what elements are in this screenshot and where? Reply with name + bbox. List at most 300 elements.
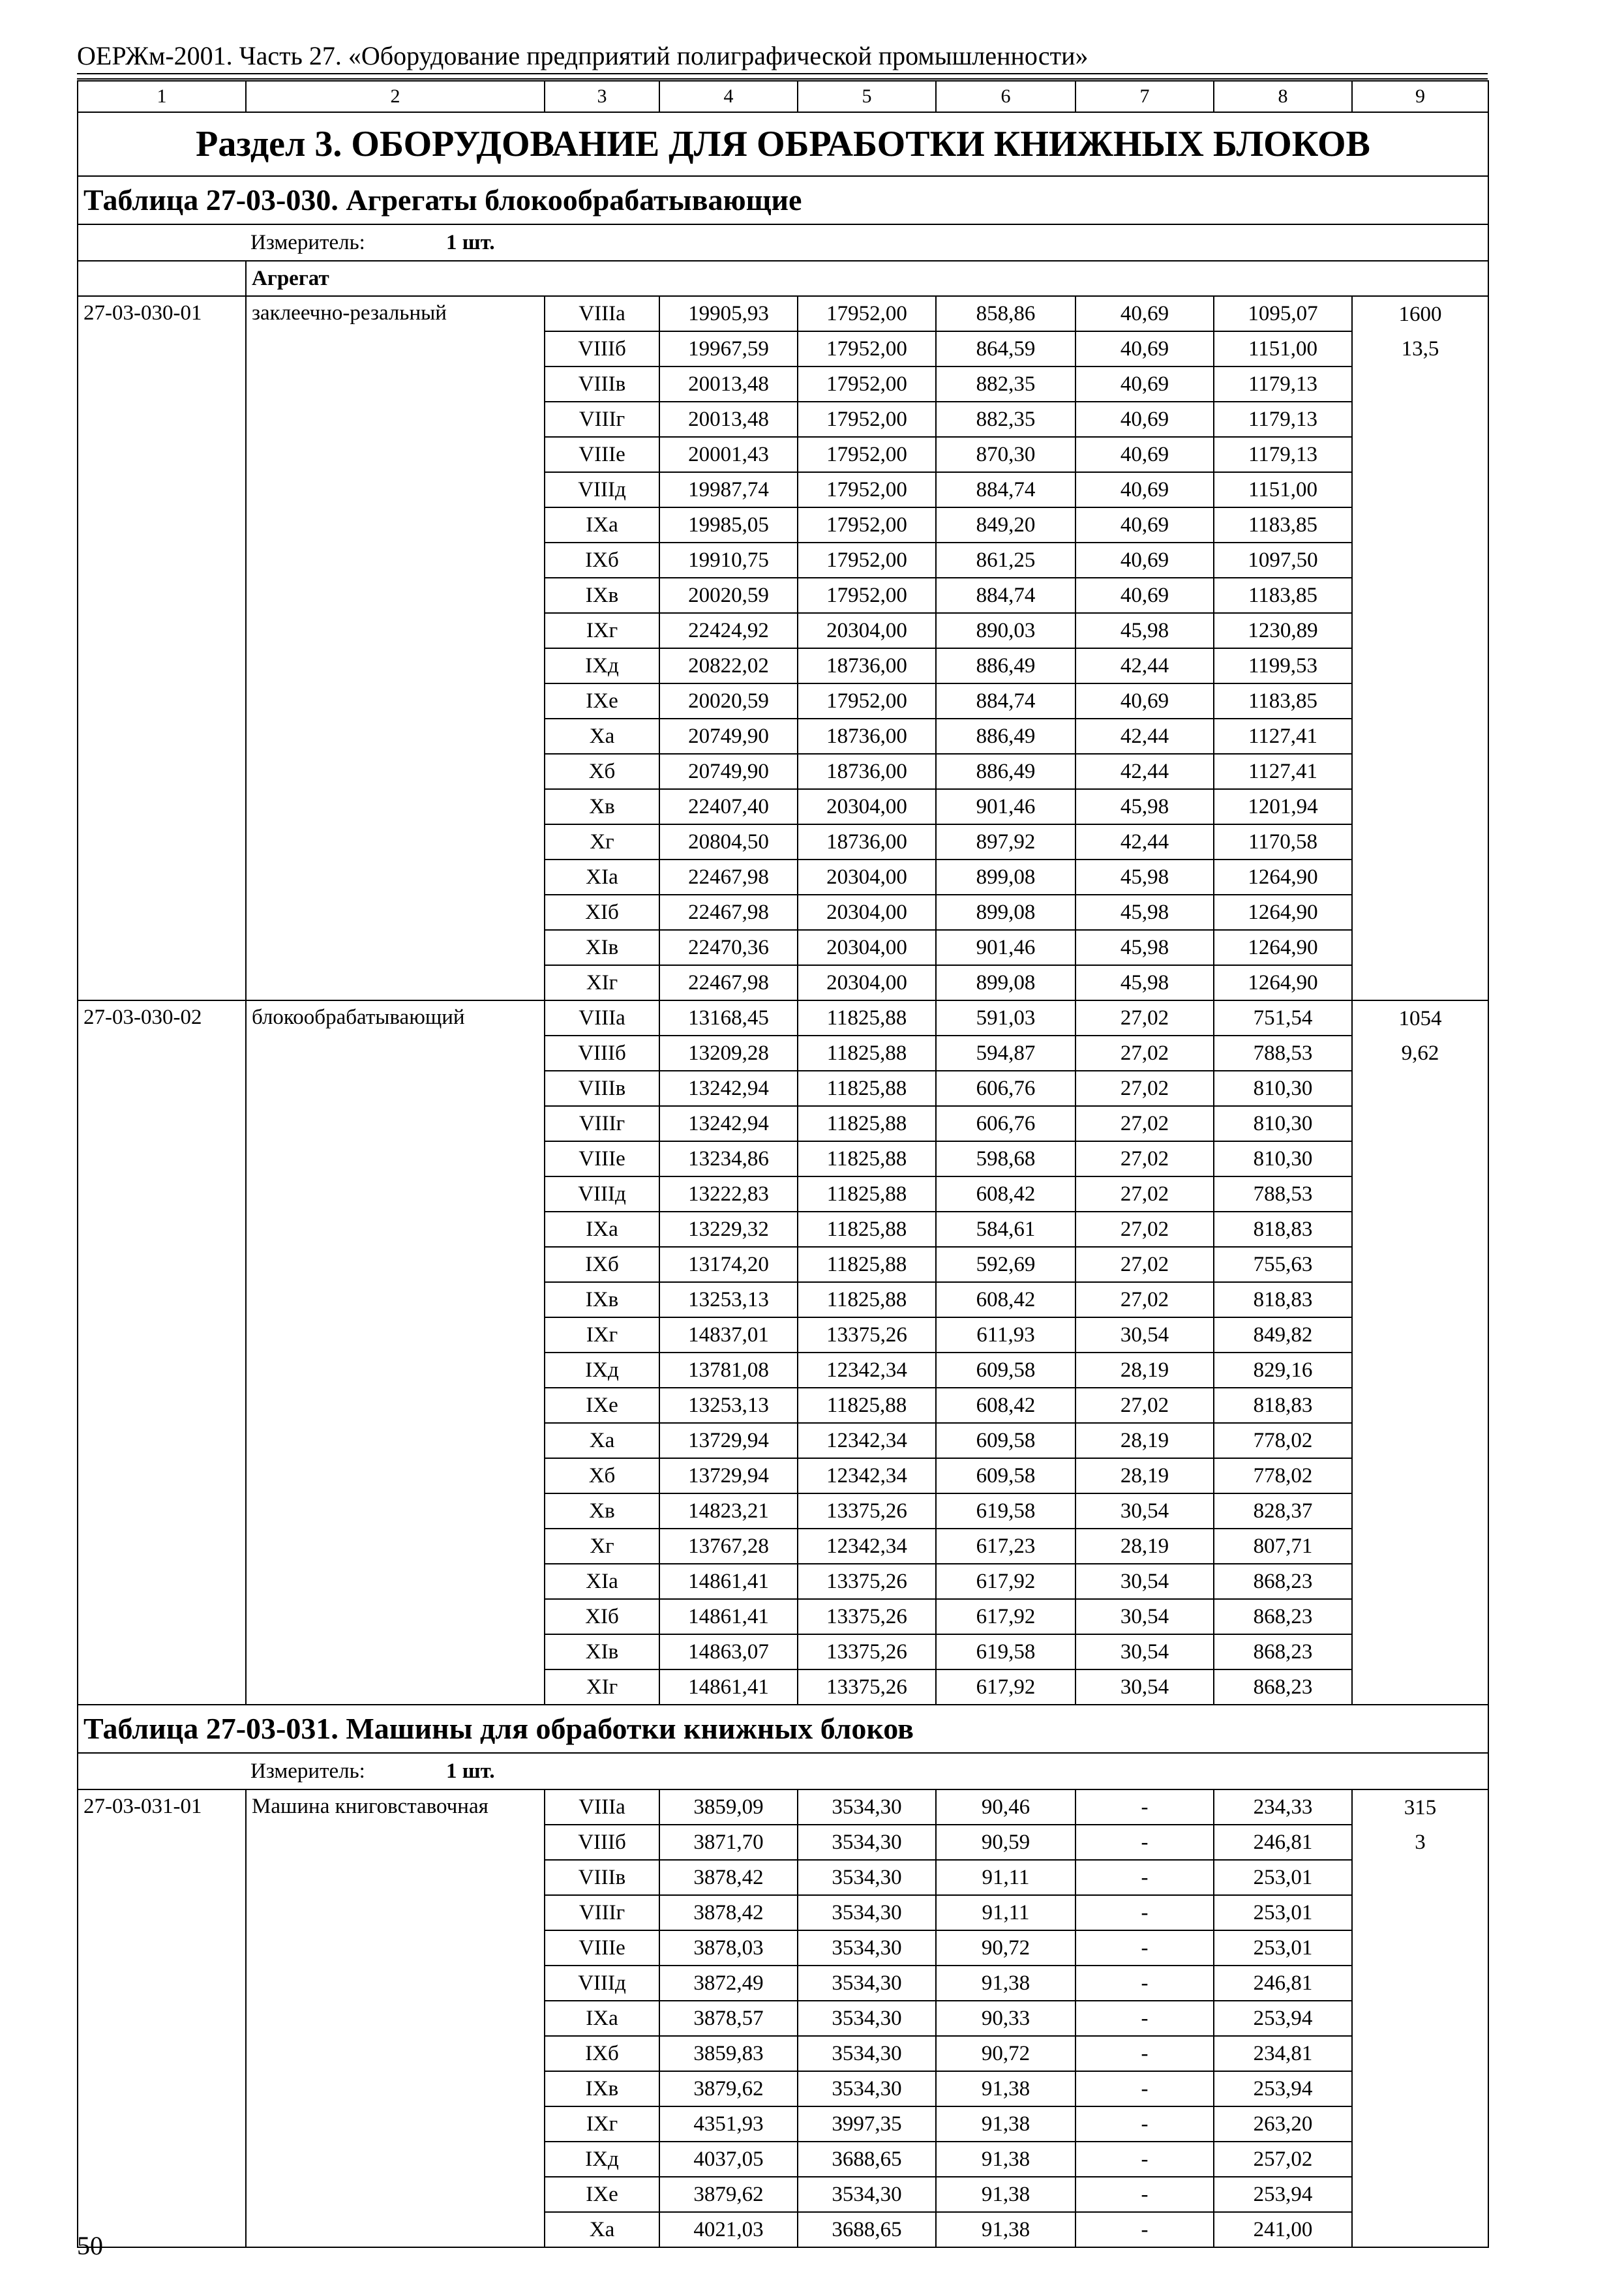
table-row [78,1564,1488,1599]
extra-cell [1352,437,1488,472]
zone-cell: IXб [545,1247,659,1282]
item-name [246,719,545,754]
value-cell: 28,19 [1075,1458,1214,1493]
extra-cell [1352,1669,1488,1705]
value-cell: 234,33 [1214,1789,1352,1825]
value-cell: 4351,93 [659,2106,798,2142]
value-cell: - [1075,1860,1214,1895]
value-cell: 20749,90 [659,754,798,789]
value-cell: 886,49 [936,719,1075,754]
item-name [246,1529,545,1564]
value-cell: 17952,00 [798,472,936,507]
table-row [78,1317,1488,1353]
value-cell: 609,58 [936,1458,1075,1493]
value-cell: 13253,13 [659,1282,798,1317]
value-cell: 20304,00 [798,860,936,895]
value-cell: 901,46 [936,930,1075,965]
measure-label: Измеритель: [250,1759,365,1783]
table-row [78,2177,1488,2212]
zone-cell: XIб [545,1599,659,1634]
value-cell: 253,01 [1214,1930,1352,1966]
table-row [78,1966,1488,2001]
item-code [78,331,246,367]
extra-cell [1352,860,1488,895]
item-name [246,1930,545,1966]
value-cell: 42,44 [1075,754,1214,789]
value-cell: 3878,42 [659,1860,798,1895]
value-cell: 13209,28 [659,1036,798,1071]
value-cell: 1179,13 [1214,437,1352,472]
value-cell: 1199,53 [1214,648,1352,683]
value-cell: - [1075,1789,1214,1825]
value-cell: 20001,43 [659,437,798,472]
item-name [246,1634,545,1669]
item-name [246,1212,545,1247]
value-cell: 91,38 [936,2106,1075,2142]
value-cell: 42,44 [1075,719,1214,754]
extra-cell [1352,1966,1488,2001]
value-cell: 870,30 [936,437,1075,472]
value-cell: 14861,41 [659,1669,798,1705]
value-cell: 11825,88 [798,1212,936,1247]
item-code [78,1669,246,1705]
value-cell: 27,02 [1075,1388,1214,1423]
table-row [78,2071,1488,2106]
item-name [246,2177,545,2212]
value-cell: 257,02 [1214,2142,1352,2177]
table-title: Таблица 27-03-031. Машины для обработки книжных блоков [78,1705,1488,1753]
value-cell: 608,42 [936,1388,1075,1423]
value-cell: - [1075,2071,1214,2106]
value-cell: 18736,00 [798,648,936,683]
value-cell: 864,59 [936,331,1075,367]
table-row [78,1895,1488,1930]
item-code [78,1247,246,1282]
header-rule-bottom [77,78,1488,80]
value-cell: 886,49 [936,648,1075,683]
zone-cell: IXе [545,1388,659,1423]
extra-cell [1352,1388,1488,1423]
value-cell: 27,02 [1075,1247,1214,1282]
zone-cell: Xа [545,719,659,754]
value-cell: 91,11 [936,1860,1075,1895]
item-code [78,1317,246,1353]
item-code [78,2071,246,2106]
value-cell: 849,82 [1214,1317,1352,1353]
column-number: 3 [545,81,659,112]
item-name [246,402,545,437]
value-cell: 30,54 [1075,1493,1214,1529]
measure-value: 1 шт. [446,1759,495,1783]
value-cell: 17952,00 [798,331,936,367]
value-cell: 20749,90 [659,719,798,754]
zone-cell: Xа [545,1423,659,1458]
zone-cell: IXа [545,2001,659,2036]
table-row [78,719,1488,754]
value-cell: 90,72 [936,1930,1075,1966]
item-name [246,578,545,613]
measure-label: Измеритель: [250,231,365,254]
value-cell: 11825,88 [798,1282,936,1317]
item-code [78,367,246,402]
extra-cell [1352,1212,1488,1247]
extra-cell [1352,1423,1488,1458]
value-cell: 617,92 [936,1599,1075,1634]
value-cell: 45,98 [1075,789,1214,824]
table-row [78,930,1488,965]
value-cell: 11825,88 [798,1176,936,1212]
value-cell: 11825,88 [798,1071,936,1106]
value-cell: 828,37 [1214,1493,1352,1529]
extra-cell [1352,1564,1488,1599]
value-cell: 884,74 [936,472,1075,507]
item-code [78,930,246,965]
extra-cell [1352,507,1488,543]
item-name [246,1825,545,1860]
value-cell: 1151,00 [1214,472,1352,507]
value-cell: 3534,30 [798,2071,936,2106]
extra-cell [1352,1247,1488,1282]
item-name [246,1669,545,1705]
extra-cell: 315 [1352,1789,1488,1825]
value-cell: 818,83 [1214,1282,1352,1317]
value-cell: 45,98 [1075,860,1214,895]
rates-table [77,80,1489,2248]
item-name: блокообрабатывающий [246,1000,545,1036]
value-cell: 901,46 [936,789,1075,824]
extra-cell [1352,1634,1488,1669]
zone-cell: VIIIе [545,437,659,472]
value-cell: 17952,00 [798,367,936,402]
value-cell: 13729,94 [659,1423,798,1458]
value-cell: 617,92 [936,1564,1075,1599]
value-cell: 253,94 [1214,2001,1352,2036]
value-cell: 592,69 [936,1247,1075,1282]
extra-cell: 1600 [1352,296,1488,331]
value-cell: 40,69 [1075,683,1214,719]
table-row [78,1860,1488,1895]
item-name: Машина книговставочная [246,1789,545,1825]
item-code [78,1493,246,1529]
table-row [78,895,1488,930]
item-code [78,1106,246,1141]
value-cell: 18736,00 [798,824,936,860]
item-name [246,507,545,543]
extra-cell [1352,965,1488,1000]
extra-cell [1352,1860,1488,1895]
value-cell: 617,92 [936,1669,1075,1705]
table-row [78,965,1488,1000]
value-cell: 13222,83 [659,1176,798,1212]
value-cell: 3534,30 [798,2036,936,2071]
measure-cell [78,1753,1488,1789]
table-row [78,1458,1488,1493]
zone-cell: IXв [545,578,659,613]
table-row [78,683,1488,719]
value-cell: 868,23 [1214,1599,1352,1634]
zone-cell: VIIIе [545,1141,659,1176]
value-cell: 1127,41 [1214,754,1352,789]
table-row [78,1669,1488,1705]
value-cell: 17952,00 [798,402,936,437]
zone-cell: IXа [545,1212,659,1247]
value-cell: 884,74 [936,683,1075,719]
value-cell: 27,02 [1075,1106,1214,1141]
value-cell: 13253,13 [659,1388,798,1423]
value-cell: 818,83 [1214,1212,1352,1247]
value-cell: 11825,88 [798,1247,936,1282]
zone-cell: VIIIб [545,331,659,367]
extra-cell [1352,895,1488,930]
zone-cell: IXд [545,1353,659,1388]
zone-cell: IXб [545,2036,659,2071]
item-name [246,1564,545,1599]
column-number: 2 [246,81,545,112]
value-cell: 18736,00 [798,719,936,754]
zone-cell: XIв [545,1634,659,1669]
item-code [78,613,246,648]
table-row [78,1825,1488,1860]
zone-cell: VIIIд [545,1966,659,2001]
value-cell: 14861,41 [659,1599,798,1634]
zone-cell: IXа [545,507,659,543]
extra-cell [1352,1106,1488,1141]
table-row [78,1106,1488,1141]
value-cell: 18736,00 [798,754,936,789]
item-name [246,1423,545,1458]
value-cell: 13242,94 [659,1071,798,1106]
item-code [78,1423,246,1458]
extra-cell [1352,1493,1488,1529]
value-cell: 20822,02 [659,648,798,683]
zone-cell: IXв [545,1282,659,1317]
item-code [78,965,246,1000]
value-cell: 1151,00 [1214,331,1352,367]
value-cell: 22467,98 [659,860,798,895]
item-name [246,1895,545,1930]
value-cell: 19905,93 [659,296,798,331]
extra-cell [1352,2212,1488,2247]
column-number: 6 [936,81,1075,112]
value-cell: 91,11 [936,1895,1075,1930]
table-row [78,1141,1488,1176]
value-cell: 882,35 [936,367,1075,402]
item-name [246,683,545,719]
zone-cell: IXг [545,1317,659,1353]
value-cell: 810,30 [1214,1071,1352,1106]
item-name [246,2212,545,2247]
value-cell: 263,20 [1214,2106,1352,2142]
table-row [78,437,1488,472]
item-code [78,578,246,613]
item-code [78,2177,246,2212]
extra-cell [1352,472,1488,507]
table-row [78,1176,1488,1212]
item-code [78,1388,246,1423]
zone-cell: Xв [545,789,659,824]
table-row [78,2142,1488,2177]
value-cell: 22467,98 [659,895,798,930]
extra-cell [1352,2001,1488,2036]
zone-cell: VIIIв [545,1860,659,1895]
value-cell: 594,87 [936,1036,1075,1071]
item-code [78,648,246,683]
item-name [246,472,545,507]
zone-cell: Xб [545,1458,659,1493]
value-cell: 20304,00 [798,613,936,648]
value-cell: - [1075,1895,1214,1930]
item-code [78,1458,246,1493]
value-cell: 13767,28 [659,1529,798,1564]
value-cell: 45,98 [1075,895,1214,930]
value-cell: 3871,70 [659,1825,798,1860]
value-cell: 40,69 [1075,367,1214,402]
value-cell: 14837,01 [659,1317,798,1353]
zone-cell: XIа [545,860,659,895]
item-name [246,895,545,930]
table-row [78,2001,1488,2036]
item-code [78,1036,246,1071]
item-name [246,1599,545,1634]
item-name [246,789,545,824]
table-row [78,1930,1488,1966]
table-row [78,1388,1488,1423]
value-cell: 3534,30 [798,1789,936,1825]
value-cell: 14861,41 [659,1564,798,1599]
value-cell: 619,58 [936,1634,1075,1669]
value-cell: 3534,30 [798,1895,936,1930]
value-cell: 1179,13 [1214,402,1352,437]
value-cell: 42,44 [1075,824,1214,860]
zone-cell: XIб [545,895,659,930]
zone-cell: VIIIб [545,1825,659,1860]
value-cell: 19910,75 [659,543,798,578]
value-cell: 886,49 [936,754,1075,789]
value-cell: 28,19 [1075,1353,1214,1388]
item-code [78,1176,246,1212]
item-name [246,331,545,367]
zone-cell: Xа [545,2212,659,2247]
value-cell: 22467,98 [659,965,798,1000]
value-cell: 3688,65 [798,2212,936,2247]
item-name [246,2142,545,2177]
measure-value: 1 шт. [446,231,495,254]
extra-cell [1352,1282,1488,1317]
value-cell: 17952,00 [798,683,936,719]
value-cell: 609,58 [936,1353,1075,1388]
item-code [78,1860,246,1895]
item-code [78,1599,246,1634]
table-row [78,543,1488,578]
value-cell: 22424,92 [659,613,798,648]
item-code: 27-03-030-01 [78,296,246,331]
value-cell: 40,69 [1075,402,1214,437]
value-cell: 12342,34 [798,1529,936,1564]
value-cell: 1264,90 [1214,965,1352,1000]
item-code [78,1634,246,1669]
value-cell: 253,01 [1214,1895,1352,1930]
value-cell: - [1075,2212,1214,2247]
zone-cell: VIIIе [545,1930,659,1966]
group-row [78,261,1488,296]
value-cell: 810,30 [1214,1141,1352,1176]
value-cell: 868,23 [1214,1564,1352,1599]
value-cell: 868,23 [1214,1669,1352,1705]
table-row [78,1071,1488,1106]
page-number: 50 [77,2231,103,2260]
value-cell: 899,08 [936,895,1075,930]
value-cell: 858,86 [936,296,1075,331]
value-cell: 19985,05 [659,507,798,543]
extra-cell [1352,1071,1488,1106]
value-cell: 253,94 [1214,2071,1352,2106]
header-rule-top [77,73,1488,74]
table-row [78,1353,1488,1388]
value-cell: 28,19 [1075,1423,1214,1458]
item-code [78,507,246,543]
value-cell: 609,58 [936,1423,1075,1458]
value-cell: 11825,88 [798,1000,936,1036]
value-cell: 598,68 [936,1141,1075,1176]
table-row [78,2212,1488,2247]
section-title-row [78,112,1488,176]
value-cell: 1170,58 [1214,824,1352,860]
item-name [246,2071,545,2106]
value-cell: 608,42 [936,1176,1075,1212]
value-cell: 3859,83 [659,2036,798,2071]
value-cell: 27,02 [1075,1282,1214,1317]
item-code [78,472,246,507]
table-row [78,2106,1488,2142]
value-cell: 90,59 [936,1825,1075,1860]
value-cell: 91,38 [936,2212,1075,2247]
item-name [246,824,545,860]
value-cell: 608,42 [936,1282,1075,1317]
value-cell: 606,76 [936,1106,1075,1141]
value-cell: 619,58 [936,1493,1075,1529]
table-row [78,789,1488,824]
zone-cell: VIIIд [545,1176,659,1212]
extra-cell [1352,930,1488,965]
table-row [78,824,1488,860]
item-name [246,1282,545,1317]
extra-cell [1352,578,1488,613]
value-cell: 17952,00 [798,507,936,543]
item-name [246,1317,545,1353]
item-code [78,2001,246,2036]
table-row [78,472,1488,507]
extra-cell [1352,754,1488,789]
zone-cell: IXд [545,648,659,683]
item-code [78,2106,246,2142]
value-cell: 884,74 [936,578,1075,613]
table-row [78,578,1488,613]
item-name [246,1071,545,1106]
table-row [78,367,1488,402]
value-cell: 810,30 [1214,1106,1352,1141]
item-code [78,683,246,719]
value-cell: 13729,94 [659,1458,798,1493]
value-cell: 751,54 [1214,1000,1352,1036]
table-row [78,860,1488,895]
table-row [78,402,1488,437]
measure-row [78,224,1488,261]
zone-cell: IXб [545,543,659,578]
value-cell: - [1075,2106,1214,2142]
zone-cell: XIг [545,1669,659,1705]
value-cell: 27,02 [1075,1071,1214,1106]
extra-cell [1352,719,1488,754]
